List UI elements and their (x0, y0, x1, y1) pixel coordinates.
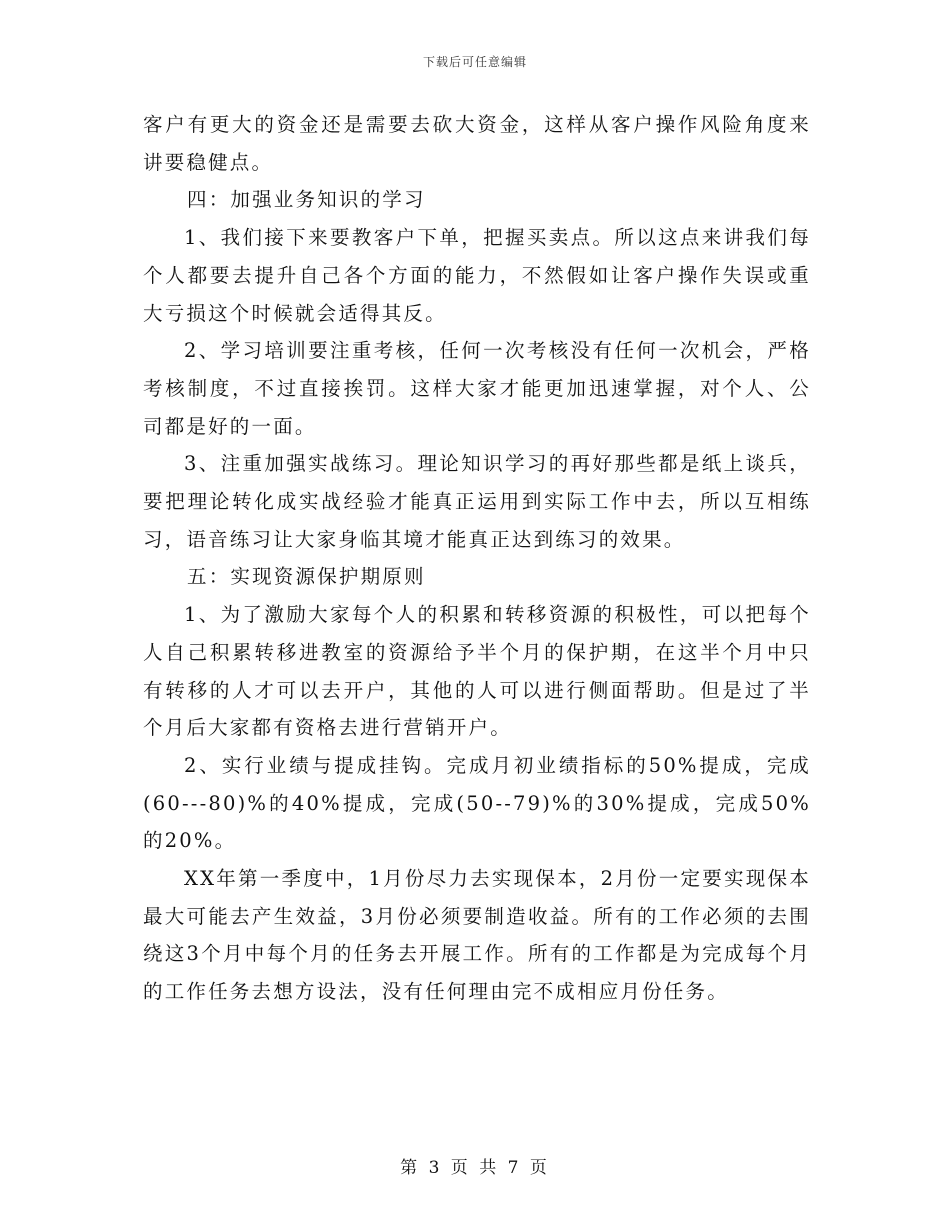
paragraph-item: XX年第一季度中，1月份尽力去实现保本，2月份一定要实现保本最大可能去产生效益，3月份必须要制造收益。所有的工作必须的去围绕这3个月中每个月的任务去开展工作。所有的工作都是为完成每个月的工作任务去想方设法，没有任何理由完不成相应月份任务。 (143, 867, 811, 1004)
paragraph-continuation: 客户有更大的资金还是需要去砍大资金，这样从客户操作风险角度来讲要稳健点。 (143, 113, 811, 174)
paragraph-item: 2、学习培训要注重考核，任何一次考核没有任何一次机会，严格考核制度，不过直接挨罚。这样大家才能更加迅速掌握，对个人、公司都是好的一面。 (143, 339, 811, 438)
paragraph-item: 1、为了激励大家每个人的积累和转移资源的积极性，可以把每个人自己积累转移进教室的资源给予半个月的保护期，在这半个月中只有转移的人才可以去开户，其他的人可以进行侧面帮助。但是过了半个月后大家都有资格去进行营销开户。 (143, 603, 811, 740)
paragraph-item: 3、注重加强实战练习。理论知识学习的再好那些都是纸上谈兵，要把理论转化成实战经验才能真正运用到实际工作中去，所以互相练习，语音练习让大家身临其境才能真正达到练习的效果。 (143, 452, 811, 551)
page-number: 第 3 页 共 7 页 (400, 1158, 550, 1178)
paragraph-item: 1、我们接下来要教客户下单，把握买卖点。所以这点来讲我们每个人都要去提升自己各个方面的能力，不然假如让客户操作失误或重大亏损这个时候就会适得其反。 (143, 226, 811, 325)
section-heading-4: 四：加强业务知识的学习 (187, 188, 426, 212)
document-body (143, 106, 811, 1011)
section-heading-5: 五：实现资源保护期原则 (187, 565, 426, 589)
paragraph-item: 2、实行业绩与提成挂钩。完成月初业绩指标的50%提成，完成(60---80)%的40%提成，完成(50--79)%的30%提成，完成50%的20%。 (143, 753, 811, 853)
page-header: 下载后可任意编辑 (422, 55, 527, 69)
